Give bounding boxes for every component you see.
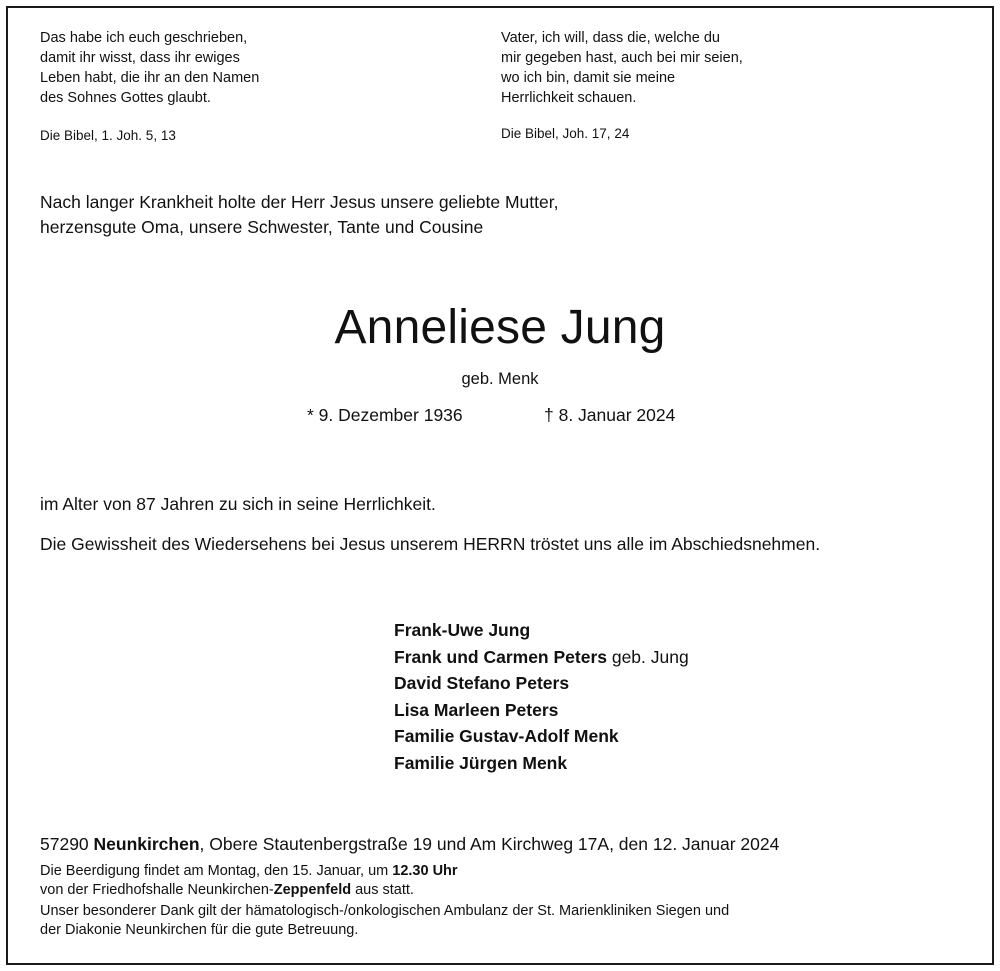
funeral-text: Die Beerdigung findet am Montag, den 15. Januar, um [40, 863, 393, 879]
verse-left-line: des Sohnes Gottes glaubt. [40, 90, 211, 106]
footer-details [40, 862, 729, 939]
mourner-name: David Stefano Peters [394, 673, 570, 694]
address-town: Neunkirchen [93, 834, 200, 854]
thanks-line: Unser besonderer Dank gilt der hämatologisch-/onkologischen Ambulanz der St. Marienkliniken Siegen und [40, 903, 730, 919]
mourner-row [394, 697, 689, 724]
mourner-name: Lisa Marleen Peters [394, 699, 559, 720]
intro-line: herzensgute Oma, unsere Schwester, Tante und Cousine [40, 217, 484, 237]
notice-frame [6, 6, 994, 965]
funeral-text: von der Friedhofshalle Neunkirchen- [40, 881, 274, 898]
verse-left [40, 28, 259, 108]
age-line: im Alter von 87 Jahren zu sich in seine Herrlichkeit. [40, 494, 436, 514]
address-rest: , Obere Stautenbergstraße 19 und Am Kirchweg 17A, den 12. Januar 2024 [199, 834, 780, 854]
funeral-text: aus statt. [351, 881, 414, 898]
address-line [40, 834, 779, 855]
mourner-name: Frank und Carmen Peters [394, 646, 607, 667]
verse-left-line: damit ihr wisst, dass ihr ewiges [40, 50, 240, 66]
verse-right-line: mir gegeben hast, auch bei mir seien, [501, 50, 743, 66]
verse-right-reference: Die Bibel, Joh. 17, 24 [501, 126, 630, 141]
mourner-row [394, 617, 689, 644]
mourner-suffix: geb. Jung [606, 646, 689, 667]
mourner-name: Familie Gustav-Adolf Menk [394, 726, 619, 747]
thanks-line: der Diakonie Neunkirchen für die gute Betreuung. [40, 921, 359, 938]
funeral-line-1 [40, 862, 729, 881]
deceased-name: Anneliese Jung [334, 301, 666, 354]
funeral-time: 12.30 Uhr [392, 863, 458, 879]
verse-right [501, 28, 743, 108]
funeral-line-2 [40, 881, 729, 900]
verse-right-line: Vater, ich will, dass die, welche du [501, 30, 720, 46]
address-zip: 57290 [40, 834, 94, 854]
mourner-row [394, 644, 689, 671]
comfort-line: Die Gewissheit des Wiedersehens bei Jesus unserem HERRN tröstet uns alle im Abschiedsnehmen. [40, 534, 821, 554]
verse-right-line: Herrlichkeit schauen. [501, 90, 637, 106]
verse-left-line: Leben habt, die ihr an den Namen [40, 70, 260, 86]
mourner-row [394, 750, 689, 777]
mourner-name: Familie Jürgen Menk [394, 752, 568, 773]
mourner-row [394, 723, 689, 750]
funeral-place: Zeppenfeld [273, 881, 352, 898]
intro-line: Nach langer Krankheit holte der Herr Jesus unsere geliebte Mutter, [40, 192, 559, 212]
mourner-name: Frank-Uwe Jung [394, 620, 531, 640]
verse-left-reference: Die Bibel, 1. Joh. 5, 13 [40, 128, 176, 143]
birth-date: * 9. Dezember 1936 [307, 405, 463, 425]
intro-text [40, 190, 558, 240]
verse-right-line: wo ich bin, damit sie meine [501, 70, 676, 86]
birth-name: geb. Menk [461, 370, 539, 388]
verse-left-line: Das habe ich euch geschrieben, [40, 30, 248, 46]
mourner-row [394, 670, 689, 697]
mourners-list [394, 617, 689, 777]
death-date: † 8. Januar 2024 [544, 405, 676, 425]
